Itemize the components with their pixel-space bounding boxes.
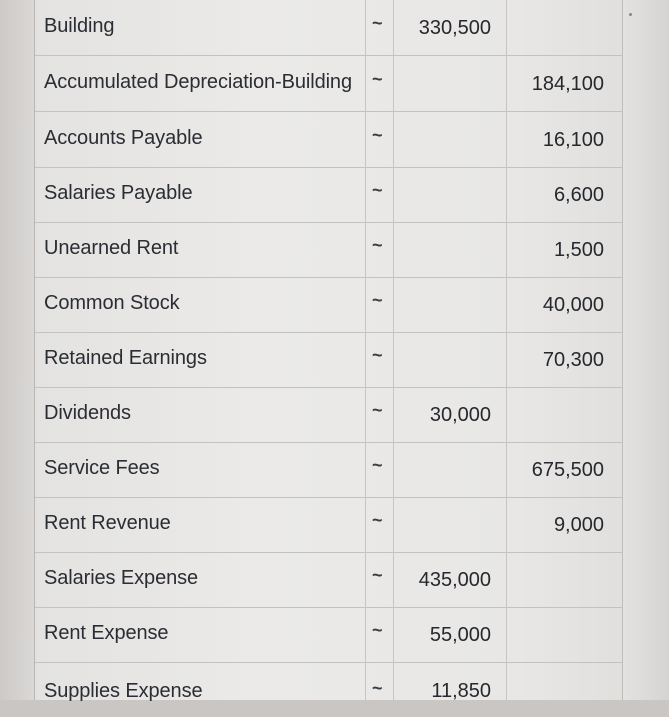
debit-cell[interactable]	[393, 56, 506, 111]
account-name-cell	[35, 332, 365, 387]
account-selector[interactable]	[365, 0, 393, 55]
account-name-cell	[35, 0, 365, 55]
debit-amount: 330,500	[418, 17, 491, 39]
account-name-cell	[35, 442, 365, 497]
debit-amount: 30,000	[429, 404, 491, 426]
credit-amount: 6,600	[553, 184, 604, 206]
selector-tilde-icon: ~	[372, 345, 383, 365]
account-name: Salaries Expense	[44, 567, 199, 589]
account-selector[interactable]	[365, 607, 393, 662]
account-selector[interactable]	[365, 332, 393, 387]
credit-amount: 184,100	[531, 73, 604, 95]
account-name: Supplies Expense	[44, 680, 203, 702]
table-row	[35, 387, 622, 443]
credit-cell[interactable]	[506, 277, 622, 332]
debit-amount: 11,850	[431, 680, 491, 702]
selector-tilde-icon: ~	[372, 290, 383, 310]
account-name: Rent Revenue	[44, 512, 171, 534]
selector-tilde-icon: ~	[372, 69, 383, 89]
credit-cell[interactable]	[506, 442, 622, 497]
selector-tilde-icon: ~	[372, 13, 383, 33]
table-row	[35, 112, 622, 168]
debit-cell[interactable]	[393, 442, 506, 497]
table-row	[35, 332, 622, 388]
account-name: Building	[44, 15, 115, 37]
account-name: Rent Expense	[44, 622, 169, 644]
debit-cell[interactable]	[393, 0, 506, 55]
selector-tilde-icon: ~	[372, 125, 383, 145]
credit-amount: 70,300	[542, 349, 604, 371]
account-name: Unearned Rent	[44, 237, 179, 259]
table-row	[35, 0, 622, 56]
credit-cell[interactable]	[506, 662, 622, 717]
selector-tilde-icon: ~	[372, 565, 383, 585]
credit-cell[interactable]	[506, 552, 622, 607]
debit-cell[interactable]	[393, 277, 506, 332]
account-name-cell	[35, 497, 365, 552]
account-selector[interactable]	[365, 56, 393, 111]
debit-amount: 55,000	[429, 624, 491, 646]
debit-cell[interactable]	[393, 332, 506, 387]
account-name-cell	[35, 222, 365, 277]
account-selector[interactable]	[365, 442, 393, 497]
account-name: Service Fees	[44, 457, 160, 479]
account-selector[interactable]	[365, 387, 393, 442]
account-name-cell	[35, 56, 365, 111]
selector-tilde-icon: ~	[372, 400, 383, 420]
debit-cell[interactable]	[393, 167, 506, 222]
account-selector[interactable]	[365, 167, 393, 222]
credit-cell[interactable]	[506, 167, 622, 222]
account-selector[interactable]	[365, 497, 393, 552]
account-selector[interactable]	[365, 552, 393, 607]
credit-amount: 675,500	[531, 459, 604, 481]
left-margin	[0, 0, 35, 700]
account-selector[interactable]	[365, 112, 393, 167]
selector-tilde-icon: ~	[372, 620, 383, 640]
right-margin	[622, 0, 669, 700]
credit-cell[interactable]	[506, 0, 622, 55]
account-name: Accumulated Depreciation-Building	[44, 71, 352, 93]
table-row	[35, 56, 622, 112]
account-selector[interactable]	[365, 222, 393, 277]
debit-amount: 435,000	[418, 569, 491, 591]
account-name-cell	[35, 662, 365, 717]
credit-cell[interactable]	[506, 387, 622, 442]
account-name: Retained Earnings	[44, 347, 207, 369]
credit-amount: 40,000	[542, 294, 604, 316]
credit-cell[interactable]	[506, 56, 622, 111]
account-name: Accounts Payable	[44, 127, 203, 149]
credit-cell[interactable]	[506, 497, 622, 552]
account-name-cell	[35, 552, 365, 607]
debit-cell[interactable]	[393, 607, 506, 662]
selector-tilde-icon: ~	[372, 510, 383, 530]
credit-cell[interactable]	[506, 332, 622, 387]
account-name: Dividends	[44, 402, 131, 424]
debit-cell[interactable]	[393, 112, 506, 167]
debit-cell[interactable]	[393, 662, 506, 717]
debit-cell[interactable]	[393, 387, 506, 442]
account-name-cell	[35, 387, 365, 442]
debit-cell[interactable]	[393, 552, 506, 607]
credit-amount: 16,100	[542, 129, 604, 151]
account-name-cell	[35, 112, 365, 167]
account-name: Common Stock	[44, 292, 180, 314]
selector-tilde-icon: ~	[372, 180, 383, 200]
credit-amount: 1,500	[553, 239, 604, 261]
account-name: Salaries Payable	[44, 182, 193, 204]
table-row	[35, 552, 622, 608]
account-name-cell	[35, 167, 365, 222]
credit-amount: 9,000	[553, 514, 604, 536]
table-row	[35, 222, 622, 278]
account-selector[interactable]	[365, 277, 393, 332]
table-row	[35, 277, 622, 333]
credit-cell[interactable]	[506, 607, 622, 662]
selector-tilde-icon: ~	[372, 455, 383, 475]
credit-cell[interactable]	[506, 112, 622, 167]
debit-cell[interactable]	[393, 497, 506, 552]
debit-cell[interactable]	[393, 222, 506, 277]
credit-cell[interactable]	[506, 222, 622, 277]
selector-tilde-icon: ~	[372, 678, 383, 698]
account-name-cell	[35, 607, 365, 662]
dot-mark	[629, 13, 632, 16]
selector-tilde-icon: ~	[372, 235, 383, 255]
trial-balance-table	[35, 0, 622, 700]
table-row	[35, 662, 622, 717]
account-selector[interactable]	[365, 662, 393, 717]
table-row	[35, 497, 622, 553]
account-name-cell	[35, 277, 365, 332]
table-row	[35, 167, 622, 223]
table-row	[35, 442, 622, 498]
table-row	[35, 607, 622, 663]
